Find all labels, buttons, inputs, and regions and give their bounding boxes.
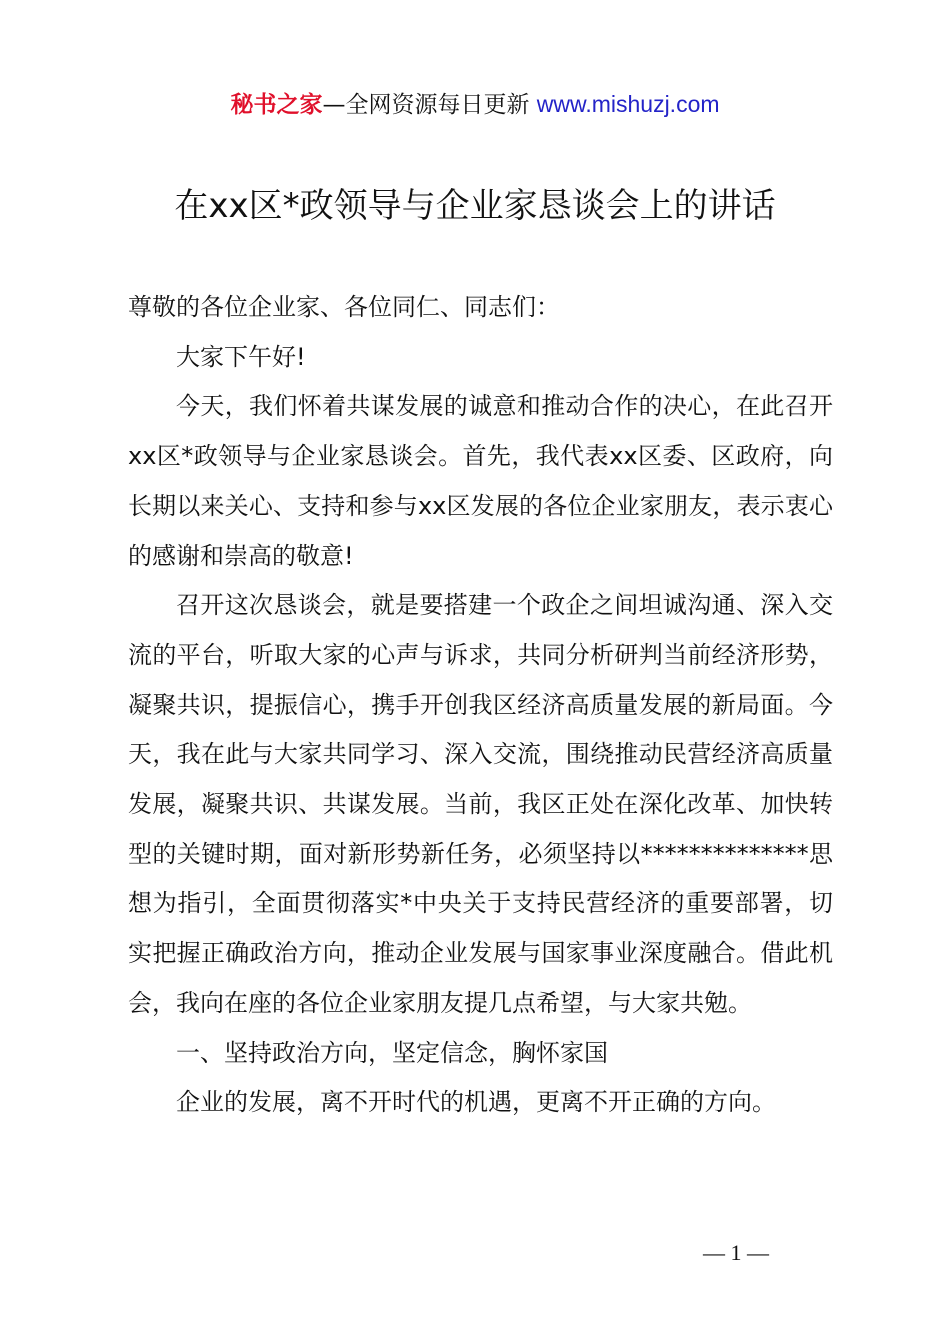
page-number: — 1 — bbox=[703, 1240, 769, 1265]
section-heading-1: 一、坚持政治方向，坚定信念，胸怀家国 bbox=[176, 1038, 608, 1067]
greeting: 大家下午好! bbox=[176, 342, 306, 371]
paragraph-section-1: 企业的发展，离不开时代的机遇，更离不开正确的方向。 bbox=[176, 1088, 776, 1117]
document-body bbox=[128, 283, 833, 1128]
paragraph-intro: 今天，我们怀着共谋发展的诚意和推动合作的决心，在此召开xx区*政领导与企业家恳谈会。首先，我代表xx区委、区政府，向长期以来关心、支持和参与xx区发展的各位企业家朋友，表示衷心的感谢和崇高的敬意! bbox=[128, 392, 833, 570]
site-header bbox=[0, 86, 950, 123]
site-brand: 秘书之家 bbox=[230, 92, 323, 118]
salutation: 尊敬的各位企业家、各位同仁、同志们： bbox=[128, 293, 560, 321]
paragraph-purpose: 召开这次恳谈会，就是要搭建一个政企之间坦诚沟通、深入交流的平台，听取大家的心声与诉求，共同分析研判当前经济形势，凝聚共识，提振信心，携手开创我区经济高质量发展的新局面。今天，我在此与大家共同学习、深入交流，围绕推动民营经济高质量发展，凝聚共识、共谋发展。当前，我区正处在深化改革、加快转型的关键时期，面对新形势新任务，必须坚持以**************思想为指引，全面贯彻落实*中央关于支持民营经济的重要部署，切实把握正确政治方向，推动企业发展与国家事业深度融合。借此机会，我向在座的各位企业家朋友提几点希望，与大家共勉。 bbox=[128, 591, 833, 1017]
site-url-link[interactable]: www.mishuzj.com bbox=[536, 91, 720, 117]
document-title: 在xx区*政领导与企业家恳谈会上的讲话 bbox=[174, 186, 776, 226]
site-slogan: —全网资源每日更新 bbox=[322, 92, 537, 118]
